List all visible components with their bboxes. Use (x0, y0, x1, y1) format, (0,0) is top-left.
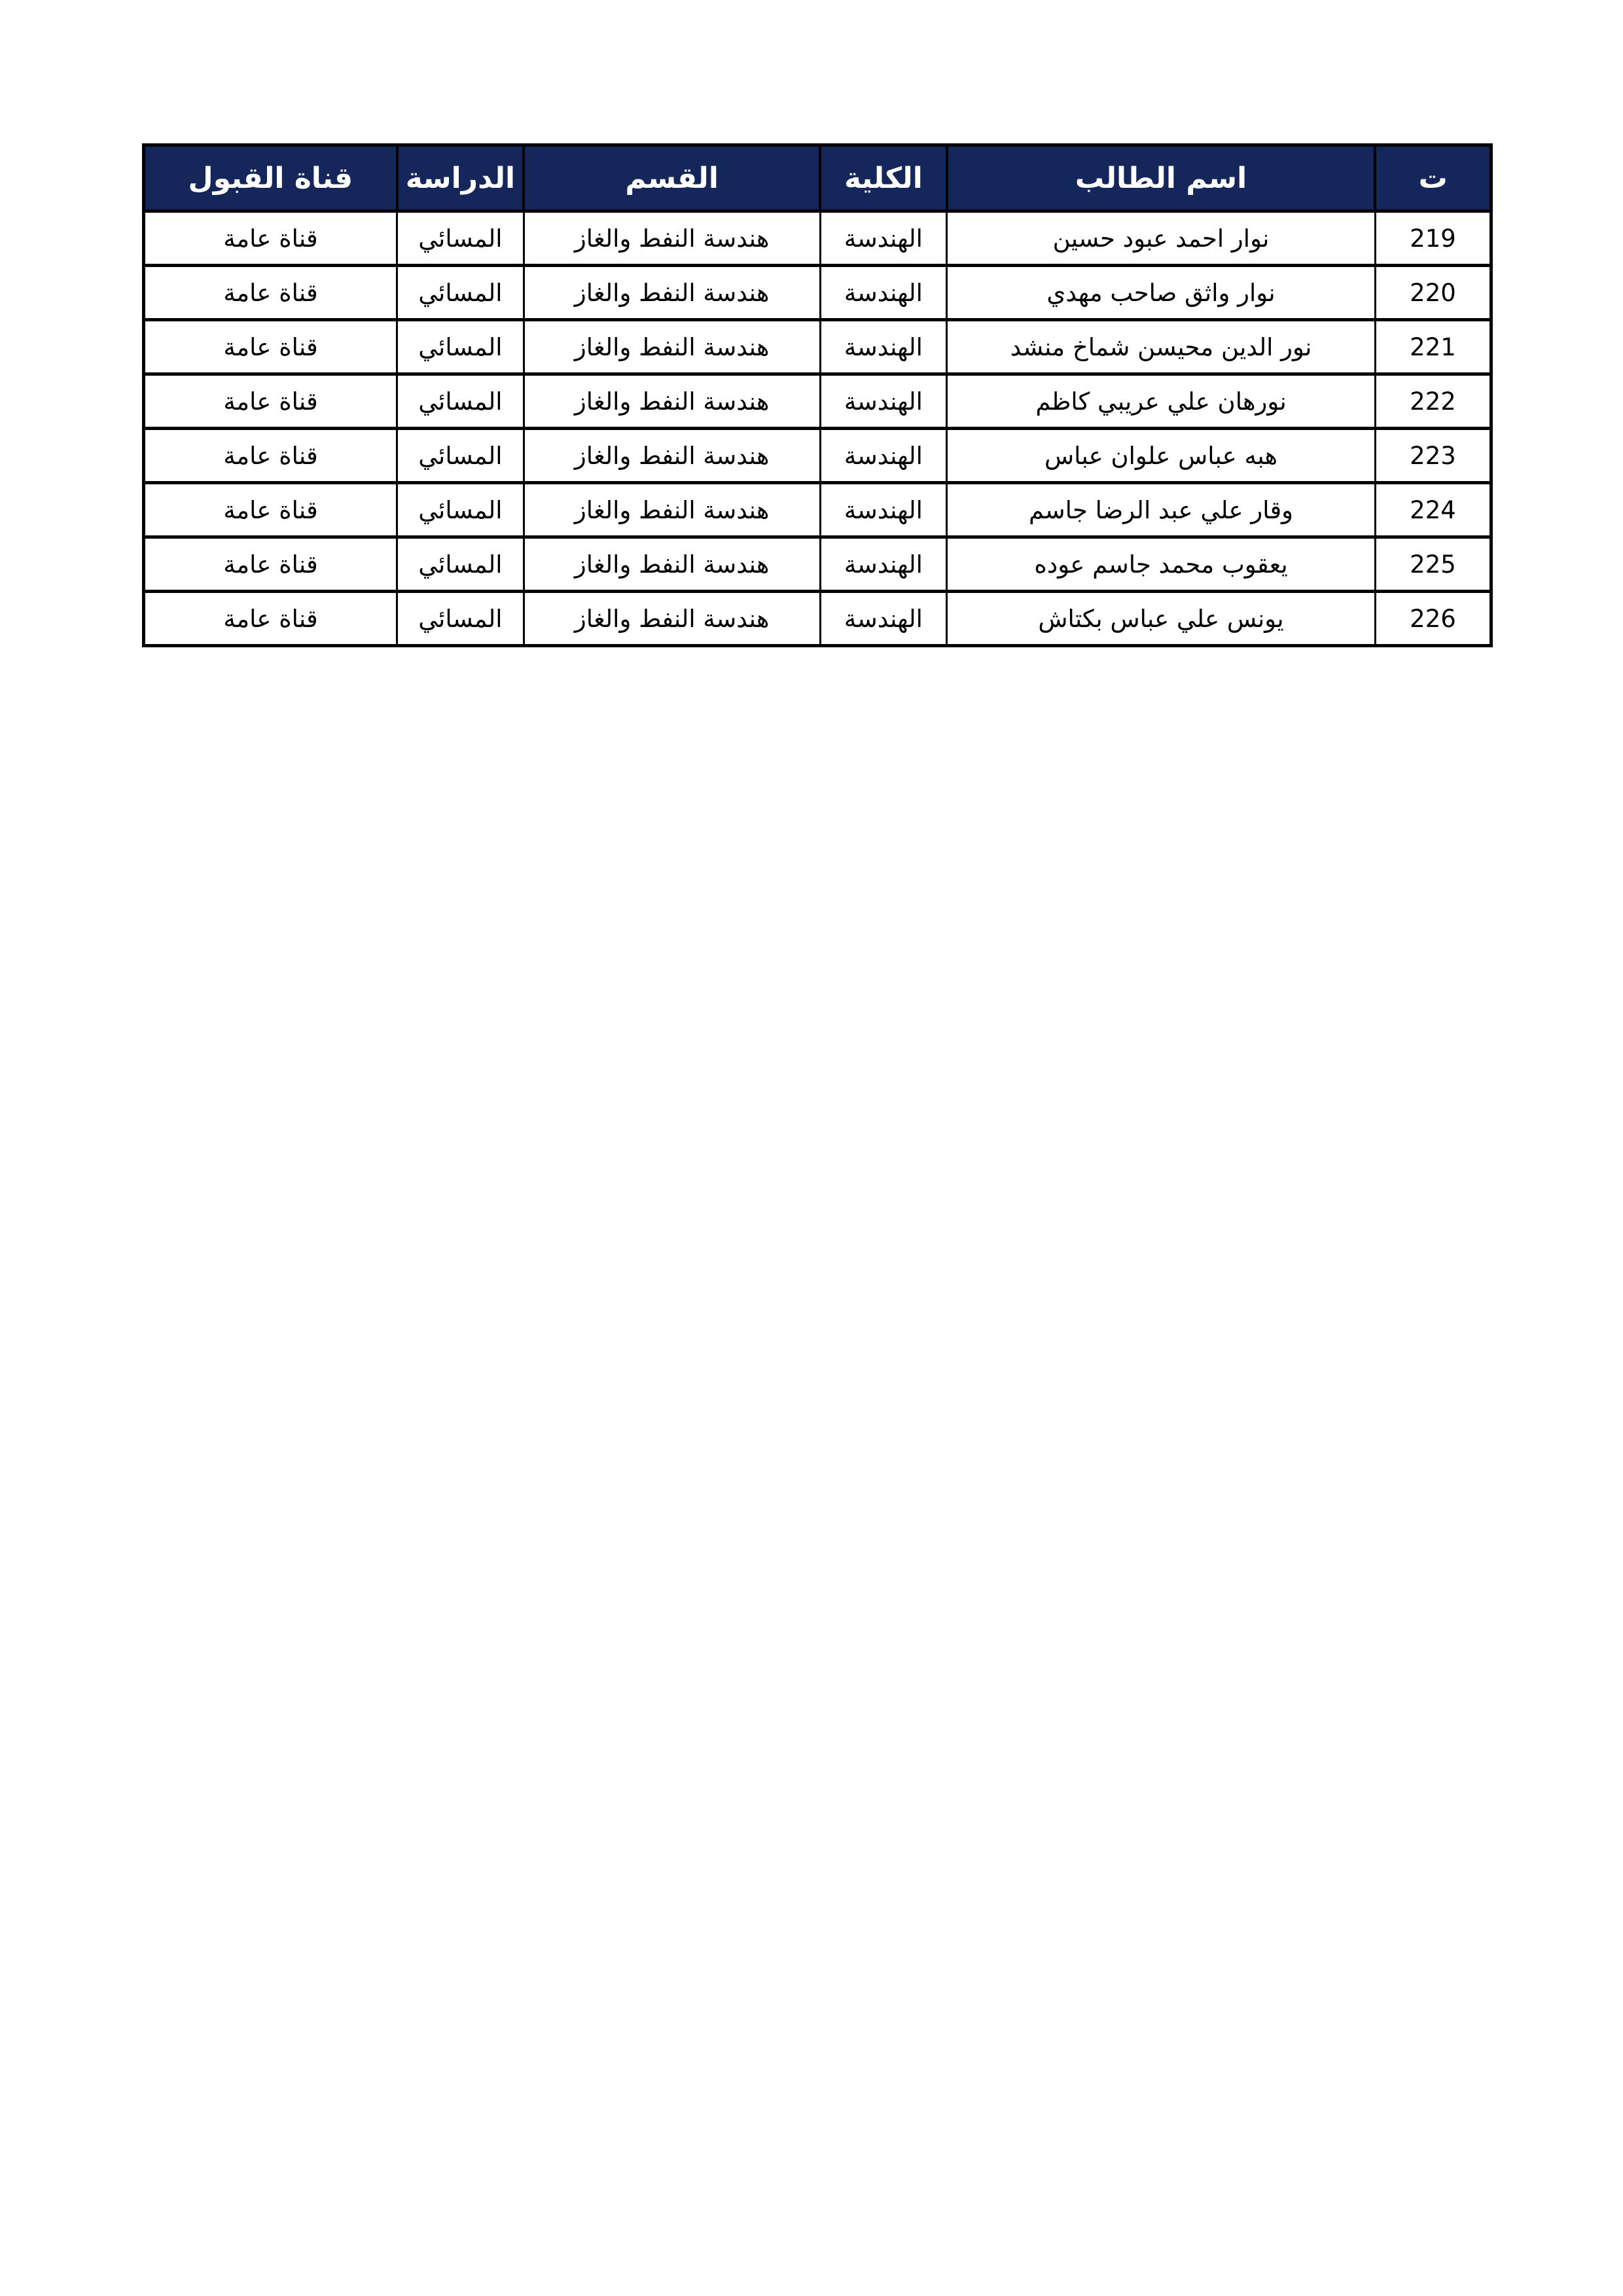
header-name: اسم الطالب (947, 145, 1376, 211)
header-seq: ت (1375, 145, 1491, 211)
table-row (144, 320, 1491, 374)
cell-channel: قناة عامة (144, 429, 397, 483)
cell-dept: هندسة النفط والغاز (524, 374, 820, 429)
cell-dept: هندسة النفط والغاز (524, 266, 820, 320)
cell-seq: 224 (1375, 483, 1491, 537)
cell-college: الهندسة (820, 266, 947, 320)
cell-dept: هندسة النفط والغاز (524, 592, 820, 646)
cell-seq: 226 (1375, 592, 1491, 646)
cell-seq: 220 (1375, 266, 1491, 320)
cell-channel: قناة عامة (144, 592, 397, 646)
cell-name: نوار واثق صاحب مهدي (947, 266, 1376, 320)
cell-channel: قناة عامة (144, 537, 397, 592)
cell-channel: قناة عامة (144, 320, 397, 374)
cell-college: الهندسة (820, 483, 947, 537)
cell-name: نوار احمد عبود حسين (947, 211, 1376, 266)
table-row (144, 592, 1491, 646)
cell-college: الهندسة (820, 592, 947, 646)
cell-name: نور الدين محيسن شماخ منشد (947, 320, 1376, 374)
cell-channel: قناة عامة (144, 211, 397, 266)
table-header (144, 145, 1491, 211)
cell-channel: قناة عامة (144, 266, 397, 320)
header-channel: قناة القبول (144, 145, 397, 211)
cell-channel: قناة عامة (144, 374, 397, 429)
cell-college: الهندسة (820, 211, 947, 266)
cell-study: المسائي (397, 211, 524, 266)
table-body (144, 211, 1491, 646)
header-college: الكلية (820, 145, 947, 211)
cell-seq: 222 (1375, 374, 1491, 429)
students-table (142, 143, 1493, 647)
cell-name: يونس علي عباس بكتاش (947, 592, 1376, 646)
cell-college: الهندسة (820, 429, 947, 483)
cell-college: الهندسة (820, 537, 947, 592)
cell-dept: هندسة النفط والغاز (524, 483, 820, 537)
table-row (144, 537, 1491, 592)
header-dept: القسم (524, 145, 820, 211)
cell-name: يعقوب محمد جاسم عوده (947, 537, 1376, 592)
cell-name: هبه عباس علوان عباس (947, 429, 1376, 483)
cell-dept: هندسة النفط والغاز (524, 211, 820, 266)
table-row (144, 483, 1491, 537)
cell-study: المسائي (397, 266, 524, 320)
table-row (144, 211, 1491, 266)
cell-seq: 221 (1375, 320, 1491, 374)
header-row (144, 145, 1491, 211)
cell-college: الهندسة (820, 320, 947, 374)
table-row (144, 429, 1491, 483)
cell-dept: هندسة النفط والغاز (524, 537, 820, 592)
header-study: الدراسة (397, 145, 524, 211)
cell-name: نورهان علي عريبي كاظم (947, 374, 1376, 429)
cell-channel: قناة عامة (144, 483, 397, 537)
cell-dept: هندسة النفط والغاز (524, 320, 820, 374)
cell-study: المسائي (397, 483, 524, 537)
cell-study: المسائي (397, 320, 524, 374)
cell-seq: 219 (1375, 211, 1491, 266)
cell-study: المسائي (397, 374, 524, 429)
cell-seq: 223 (1375, 429, 1491, 483)
cell-name: وقار علي عبد الرضا جاسم (947, 483, 1376, 537)
cell-study: المسائي (397, 537, 524, 592)
cell-college: الهندسة (820, 374, 947, 429)
cell-study: المسائي (397, 592, 524, 646)
table-row (144, 374, 1491, 429)
cell-study: المسائي (397, 429, 524, 483)
cell-dept: هندسة النفط والغاز (524, 429, 820, 483)
cell-seq: 225 (1375, 537, 1491, 592)
table-row (144, 266, 1491, 320)
